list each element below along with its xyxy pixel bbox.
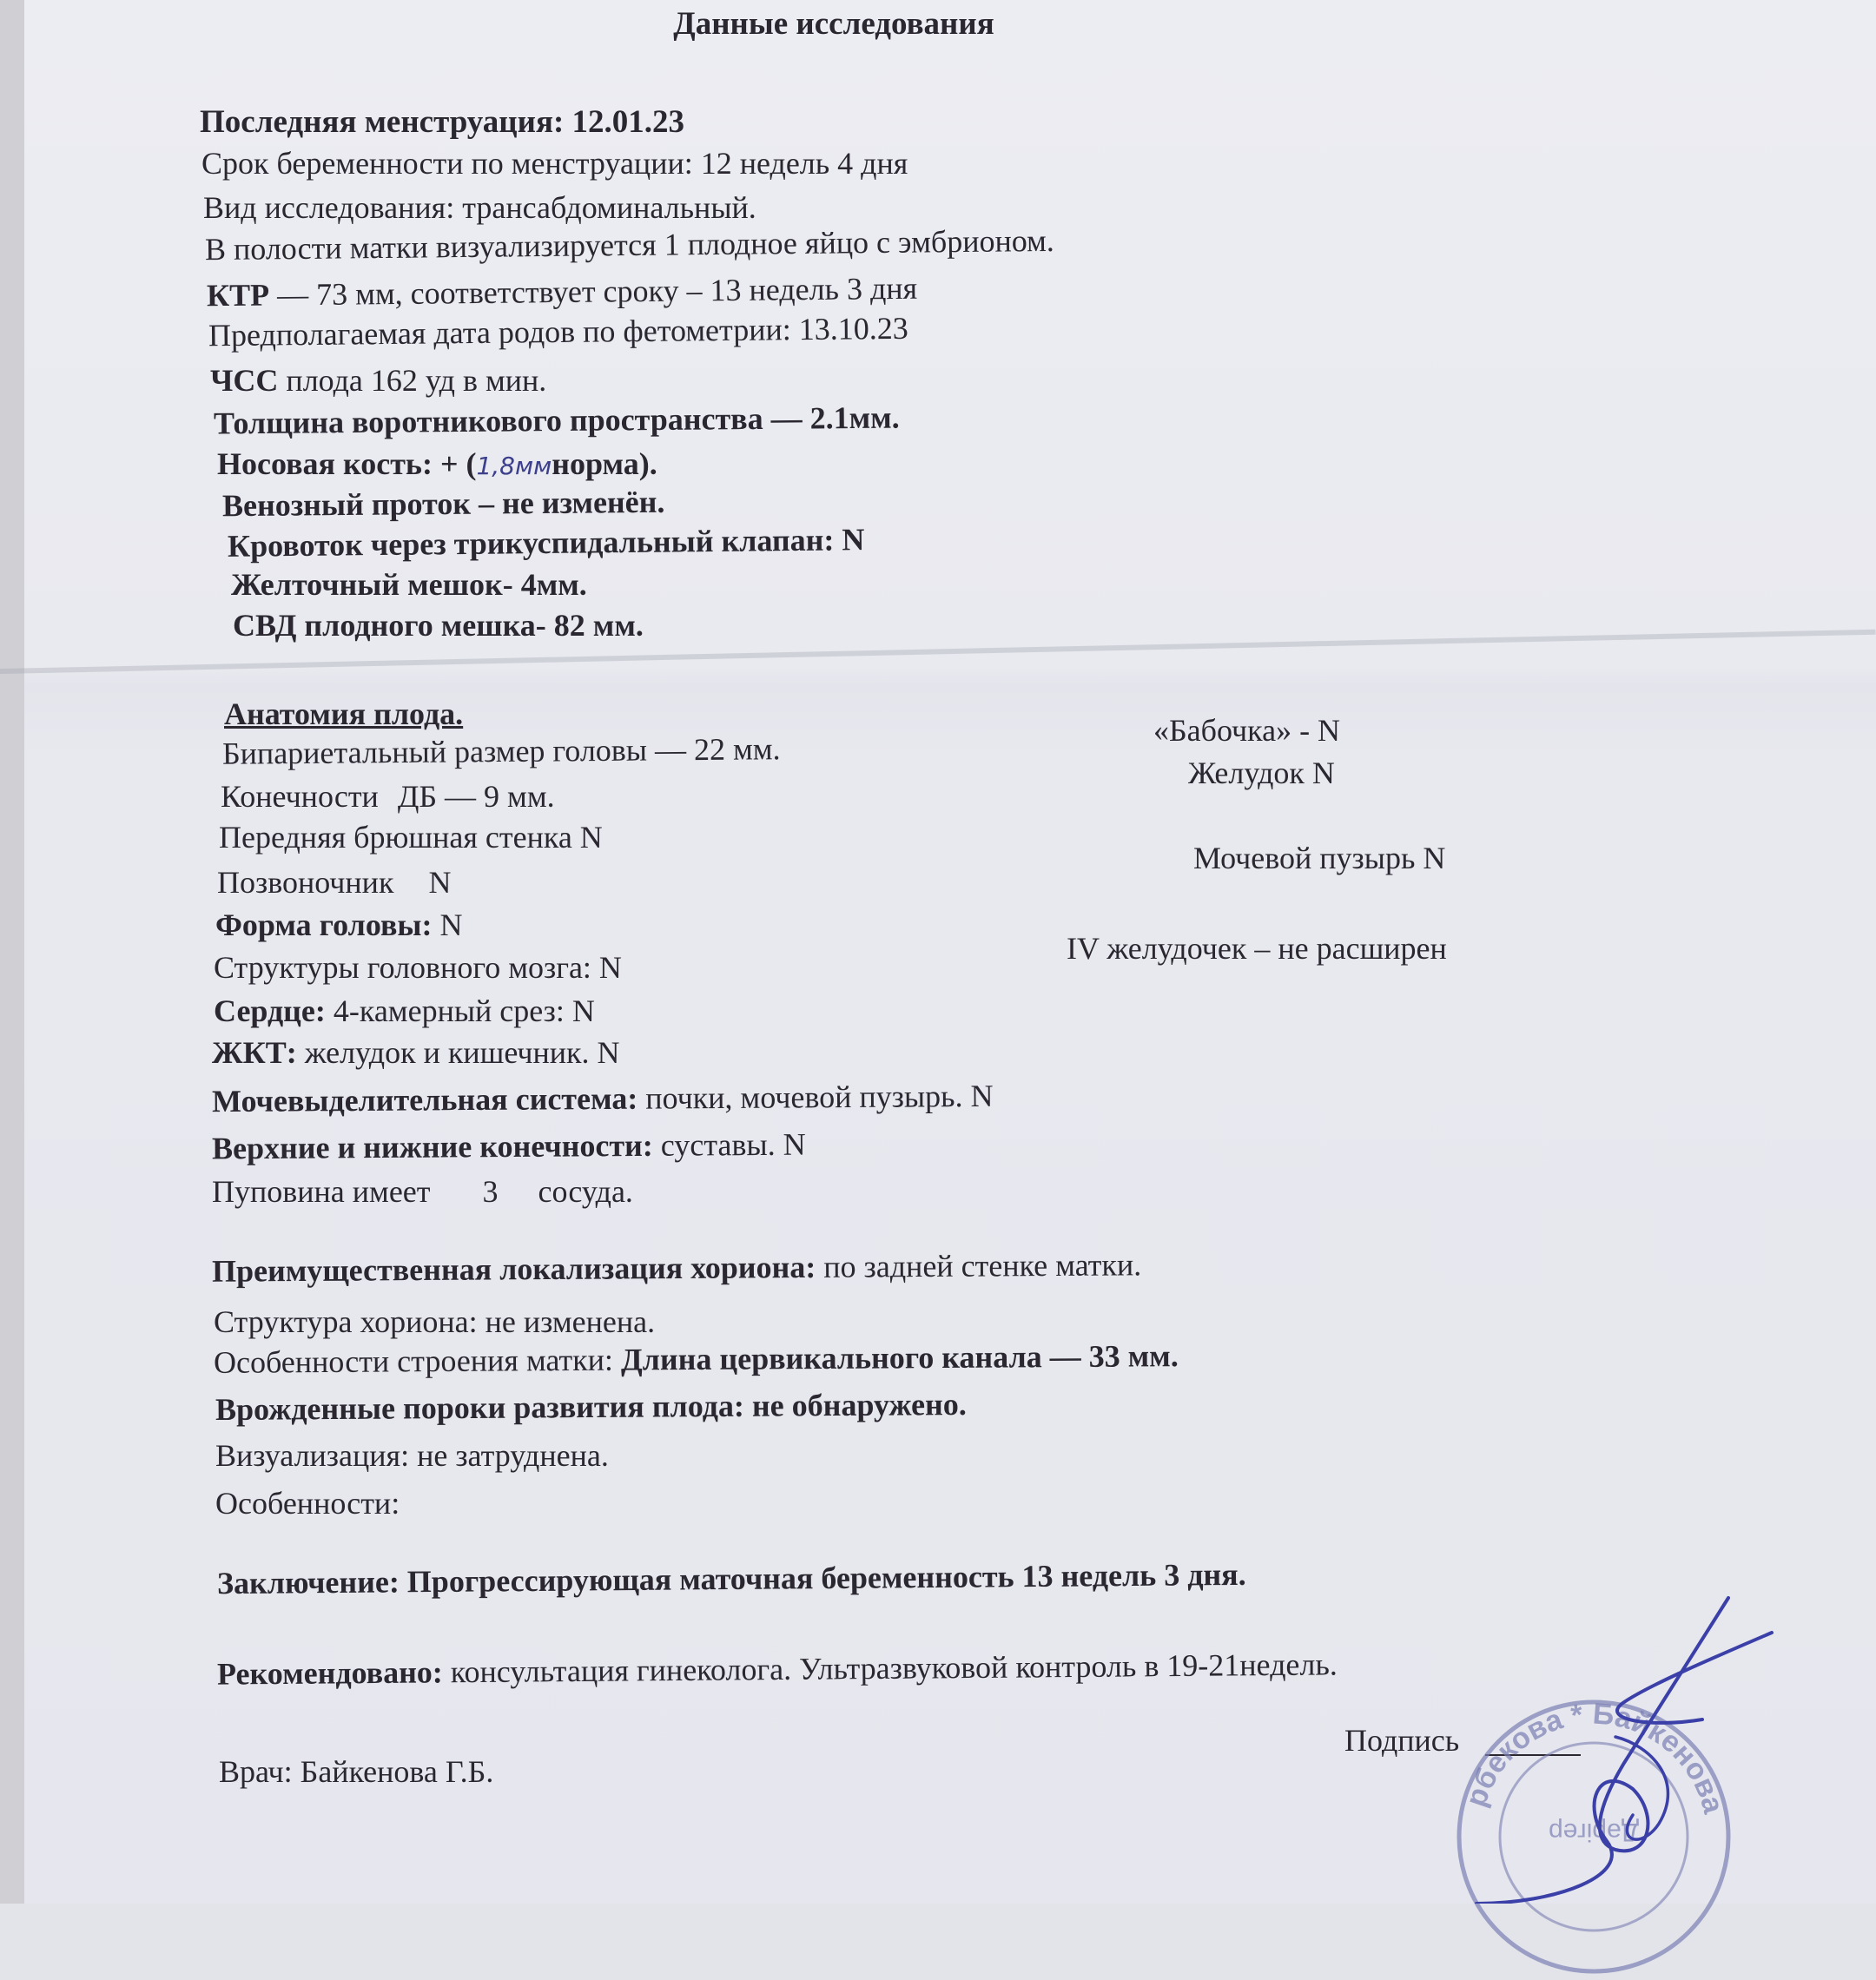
cord-unit: сосуда. [538,1174,633,1209]
nt-line: Толщина воротникового пространства — 2.1мм. [213,399,900,441]
doctor-name: Врач: Байкенова Г.Б. [219,1754,494,1789]
heart-line [214,995,595,1026]
recommendation-value: консультация гинеколога. Ультразвуковой контроль в 19-21недель. [442,1647,1338,1690]
urinary-label: Мочевыделительная система: [211,1080,638,1119]
chorion-structure: Структура хориона: не изменена. [214,1304,656,1339]
head-shape-line [215,909,463,940]
gi-label: ЖКТ: [212,1035,297,1070]
spine-label: Позвоночник [217,865,394,900]
head-shape-value: N [432,908,463,942]
butterfly-sign: «Бабочка» - N [1153,713,1341,748]
cord-count: 3 [482,1174,499,1209]
congenital-defects: Врожденные пороки развития плода: не обнаружено. [215,1386,967,1428]
nasal-bone-handwritten: 1,8мм [476,452,552,480]
bladder: Мочевой пузырь N [1193,841,1446,875]
document-title: Данные исследования [673,6,994,42]
paper-edge [0,0,24,1904]
features-label: Особенности: [215,1486,400,1521]
ktr-text: — 73 мм, соответствует сроку – 13 недель 3 дня [268,270,918,313]
stamp-text: рбекова * Байкенова [1459,1697,1730,1818]
abdominal-wall: Передняя брюшная стенка N [219,820,603,855]
cord-label: Пуповина имеет [212,1174,431,1209]
lmp-line [200,106,684,138]
limbs-label: Конечности [221,779,379,814]
ktr-line [206,270,918,314]
exam-type: Вид исследования: трансабдоминальный. [203,190,756,225]
heart-rate-label: ЧСС [210,363,279,398]
limbs-line [221,781,555,812]
nasal-bone-norm: норма). [552,446,657,481]
gi-value: желудок и кишечник. N [296,1035,620,1070]
heart-rate-text: плода 162 уд в мин. [278,363,547,398]
gestational-sac: СВД плодного мешка- 82 мм. [233,608,644,643]
uterus-features [214,1340,1179,1378]
fourth-ventricle: IV желудочек – не расширен [1067,931,1447,966]
brain-structures: Структуры головного мозга: N [214,950,622,985]
recommendation-label: Рекомендовано: [216,1654,444,1692]
chorion-loc-label: Преимущественная локализация хориона: [211,1249,816,1289]
spine-value: N [428,865,452,900]
gi-line [212,1037,620,1068]
anatomy-heading: Анатомия плода. [224,696,464,731]
edd-line: Предполагаемая дата родов по фетометрии: 13.10.23 [208,310,908,353]
uterus-label: Особенности строения матки: [213,1342,622,1380]
limbs-value: ДБ — 9 мм. [397,779,555,814]
urinary-value: почки, мочевой пузырь. N [637,1078,994,1116]
heart-rate-line [210,365,546,396]
extremities-line [211,1126,806,1166]
nasal-bone-label: Носовая кость: + ( [217,446,477,481]
yolk-sac: Желточный мешок- 4мм. [231,567,587,602]
chorion-localization [211,1247,1142,1289]
extremities-value: суставы. N [652,1126,806,1163]
tricuspid-flow: Кровоток через трикуспидальный клапан: N [227,522,865,564]
heart-value: 4-камерный срез: N [325,993,595,1028]
spine-line [217,867,451,898]
stomach: Желудок N [1188,756,1335,790]
handwritten-signature [1424,1581,1876,1904]
lmp-label: Последняя менструация: [200,104,565,140]
urinary-line [212,1080,994,1117]
lmp-value: 12.01.23 [571,104,685,140]
head-shape-label: Форма головы: [215,908,433,942]
ktr-label: КТР [206,277,270,314]
gestational-age: Срок беременности по менструации: 12 недель 4 дня [201,146,908,181]
nasal-bone-line [217,448,657,479]
signature-label: Подпись [1344,1723,1460,1758]
uterine-cavity: В полости матки визуализируется 1 плодное яйцо с эмбрионом. [204,222,1055,267]
umbilical-cord-line [212,1176,633,1207]
venous-duct: Венозный проток – не изменён. [221,484,665,524]
cervical-length: Длина цервикального канала — 33 мм. [620,1338,1179,1377]
recommendation-line [216,1647,1338,1692]
chorion-loc-value: по задней стенке матки. [816,1247,1142,1284]
bpd-line: Бипариетальный размер головы — 22 мм. [221,731,781,771]
visualization: Визуализация: не затруднена. [215,1438,609,1473]
stamp-inner: Дәрігер [1548,1818,1640,1846]
extremities-label: Верхние и нижние конечности: [211,1127,653,1166]
heart-label: Сердце: [214,993,326,1028]
conclusion: Заключение: Прогрессирующая маточная беременность 13 недель 3 дня. [216,1556,1246,1601]
